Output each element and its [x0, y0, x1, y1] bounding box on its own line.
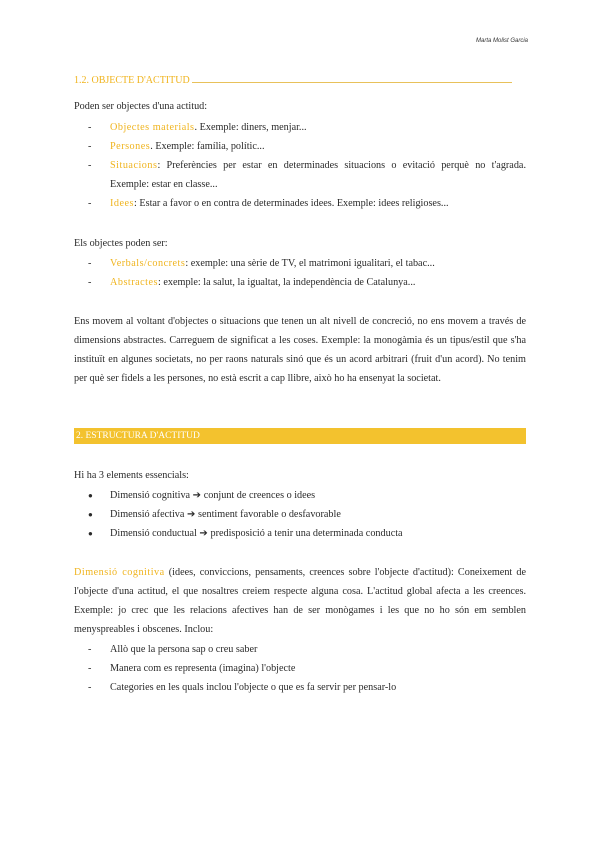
- list-item: - Verbals/concrets: exemple: una sèrie de TV, el matrimoni igualitari, el tabac...: [88, 258, 435, 269]
- bullet-icon: ●: [88, 491, 93, 500]
- bullet-icon: ●: [88, 510, 93, 519]
- list-item: - Categories en les quals inclou l'objecte o que es fa servir per pensar-lo: [88, 682, 397, 693]
- list-item: - Idees: Estar a favor o en contra de determinades idees. Exemple: idees religioses...: [88, 198, 449, 209]
- term-highlight: Idees: [110, 198, 134, 209]
- term-highlight: Dimensió cognitiva: [74, 567, 165, 578]
- term-highlight: Verbals/concrets: [110, 258, 186, 269]
- section-heading-objecte: [74, 75, 526, 86]
- list-item: - Manera com es representa (imagina) l'objecte: [88, 663, 296, 674]
- bullet-icon: ●: [88, 529, 93, 538]
- author-name: Marta Molist Garcia: [475, 38, 528, 44]
- elements-bullet-list: [88, 486, 526, 543]
- term-highlight: Abstractes: [110, 277, 158, 288]
- term-highlight: Persones: [110, 141, 151, 152]
- list-item: - Situacions: Preferències per estar en determinades situacions o evitació perquè no t'agrada. Exemple: estar en classe...: [88, 160, 526, 190]
- includes-list: [88, 640, 526, 697]
- section2-intro: Hi ha 3 elements essencials:: [74, 470, 189, 481]
- term-highlight: Situacions: [110, 160, 158, 171]
- cognitive-paragraph: Dimensió cognitiva (idees, conviccions, pensaments, creences sobre l'objecte d'actitud): Coneixement de l'objecte d'una actitud, el que nosaltres creiem respecte alguna cosa. L'actitud global afecta a les creences. Exemple: jo crec que les relacions afectives han de ser monògames i les que no ho són em semblen menyspreables i obscenes. Inclou:: [74, 567, 526, 635]
- list-item: ● Dimensió afectiva ➔ sentiment favorable o desfavorable: [88, 505, 526, 524]
- section1-paragraph: Ens movem al voltant d'objectes o situacions que tenen un alt nivell de concreció, no ens movem a través de dimensions abstractes. Carreguem de significat a les coses. Exemple: la monogàmia és un tipus/estil que s'ha instituït en algunes societats, no per raons naturals sinó que és un acord arbitrari (fruit d'un acord). No tenim per què ser fidels a les persones, no està escrit a cap llibre, això ho ha ensenyat la societat.: [74, 316, 526, 384]
- list-item: - Objectes materials. Exemple: diners, menjar...: [88, 122, 307, 133]
- section1-intro2: Els objectes poden ser:: [74, 238, 168, 249]
- list-item: - Persones. Exemple: família, polític...: [88, 141, 265, 152]
- object-types-list: [88, 118, 526, 213]
- list-item: - Abstractes: exemple: la salut, la igualtat, la independència de Catalunya...: [88, 277, 416, 288]
- section-banner-estructura: 2. ESTRUCTURA D'ACTITUD: [74, 428, 526, 444]
- section-heading-text: 1.2. OBJECTE D'ACTITUD: [74, 75, 190, 86]
- list-item: ● Dimensió cognitiva ➔ conjunt de creences o idees: [88, 486, 526, 505]
- list-item: ● Dimensió conductual ➔ predisposició a tenir una determinada conducta: [88, 524, 526, 543]
- object-kinds-list: [88, 254, 526, 292]
- list-item: - Allò que la persona sap o creu saber: [88, 644, 258, 655]
- term-highlight: Objectes materials: [110, 122, 195, 133]
- heading-rule: [192, 76, 512, 83]
- section1-intro: Poden ser objectes d'una actitud:: [74, 101, 208, 112]
